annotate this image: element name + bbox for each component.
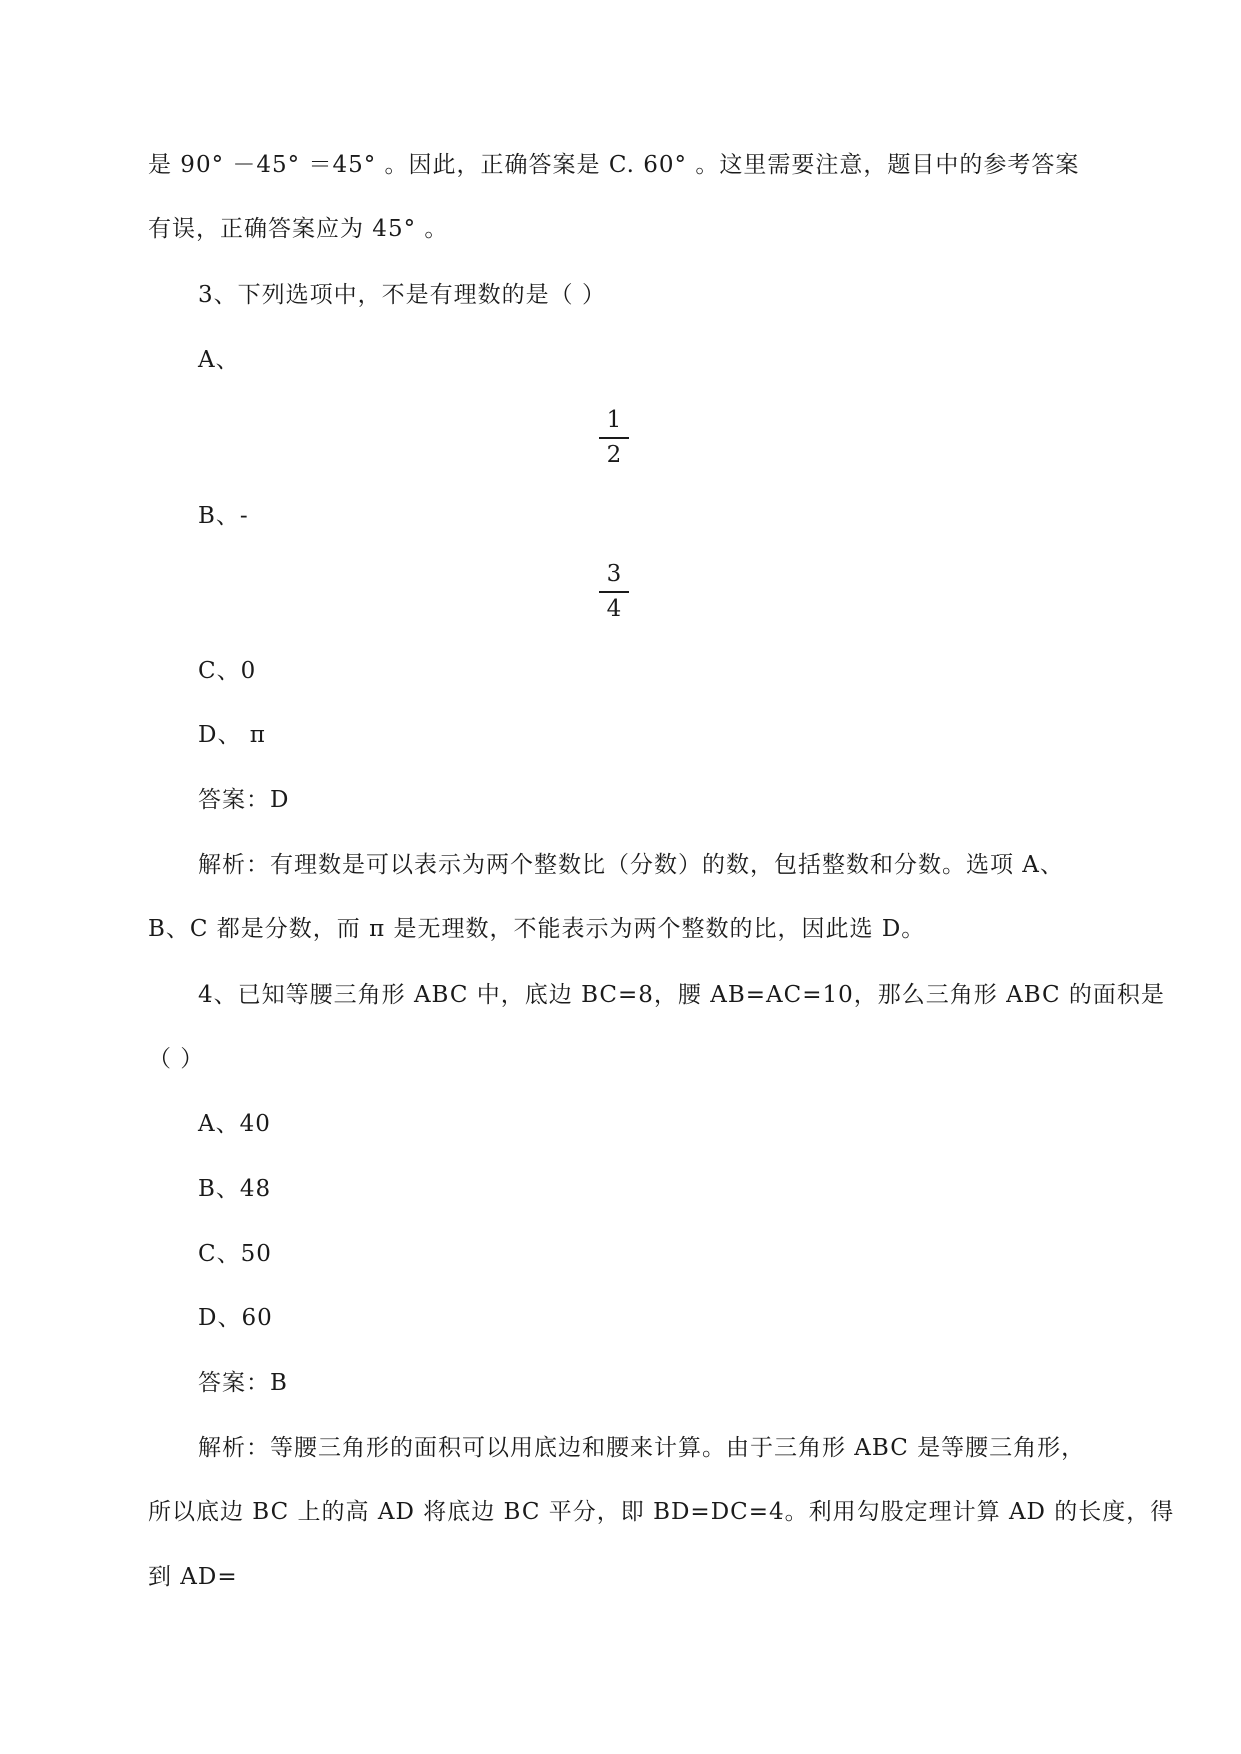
explanation-4-line1: 解析：等腰三角形的面积可以用底边和腰来计算。由于三角形 ABC 是等腰三角形， [198,1435,1086,1461]
explanation-3-line2: B、C 都是分数，而 π 是无理数，不能表示为两个整数的比，因此选 D。 [148,916,926,942]
numerator: 3 [606,561,622,587]
text-line: 有误，正确答案应为 45° 。 [148,216,449,242]
answer-4: 答案：B [198,1370,288,1396]
option-b: B、48 [198,1176,272,1202]
option-a: A、40 [198,1111,271,1137]
question-3: 3、下列选项中，不是有理数的是（ ） [198,282,606,308]
answer-3: 答案：D [198,787,290,813]
option-d: D、60 [198,1305,273,1331]
fraction-bar [599,437,629,439]
fraction-bar [599,591,629,593]
numerator: 1 [606,407,622,433]
fraction-one-half [599,406,629,469]
explanation-4-line2: 所以底边 BC 上的高 AD 将底边 BC 平分，即 BD=DC=4。利用勾股定理计算 AD 的长度，得 [148,1499,1175,1525]
question-4-line1: 4、已知等腰三角形 ABC 中，底边 BC=8，腰 AB=AC=10，那么三角形 ABC 的面积是 [198,982,1165,1008]
text-line: 是 90° －45° ＝45° 。因此，正确答案是 C. 60° 。这里需要注意，题目中的参考答案 [148,152,1080,178]
explanation-3-line1: 解析：有理数是可以表示为两个整数比（分数）的数，包括整数和分数。选项 A、 [198,852,1064,878]
option-c: C、0 [198,658,257,684]
fraction-three-quarters [599,560,629,623]
denominator: 2 [606,441,622,468]
option-c: C、50 [198,1241,272,1267]
option-a: A、 [198,347,240,373]
option-d: D、 π [198,722,266,748]
option-b: B、- [198,503,249,529]
question-4-line2: （ ） [148,1046,205,1072]
explanation-4-line3: 到 AD= [148,1564,238,1590]
denominator: 4 [606,595,622,622]
